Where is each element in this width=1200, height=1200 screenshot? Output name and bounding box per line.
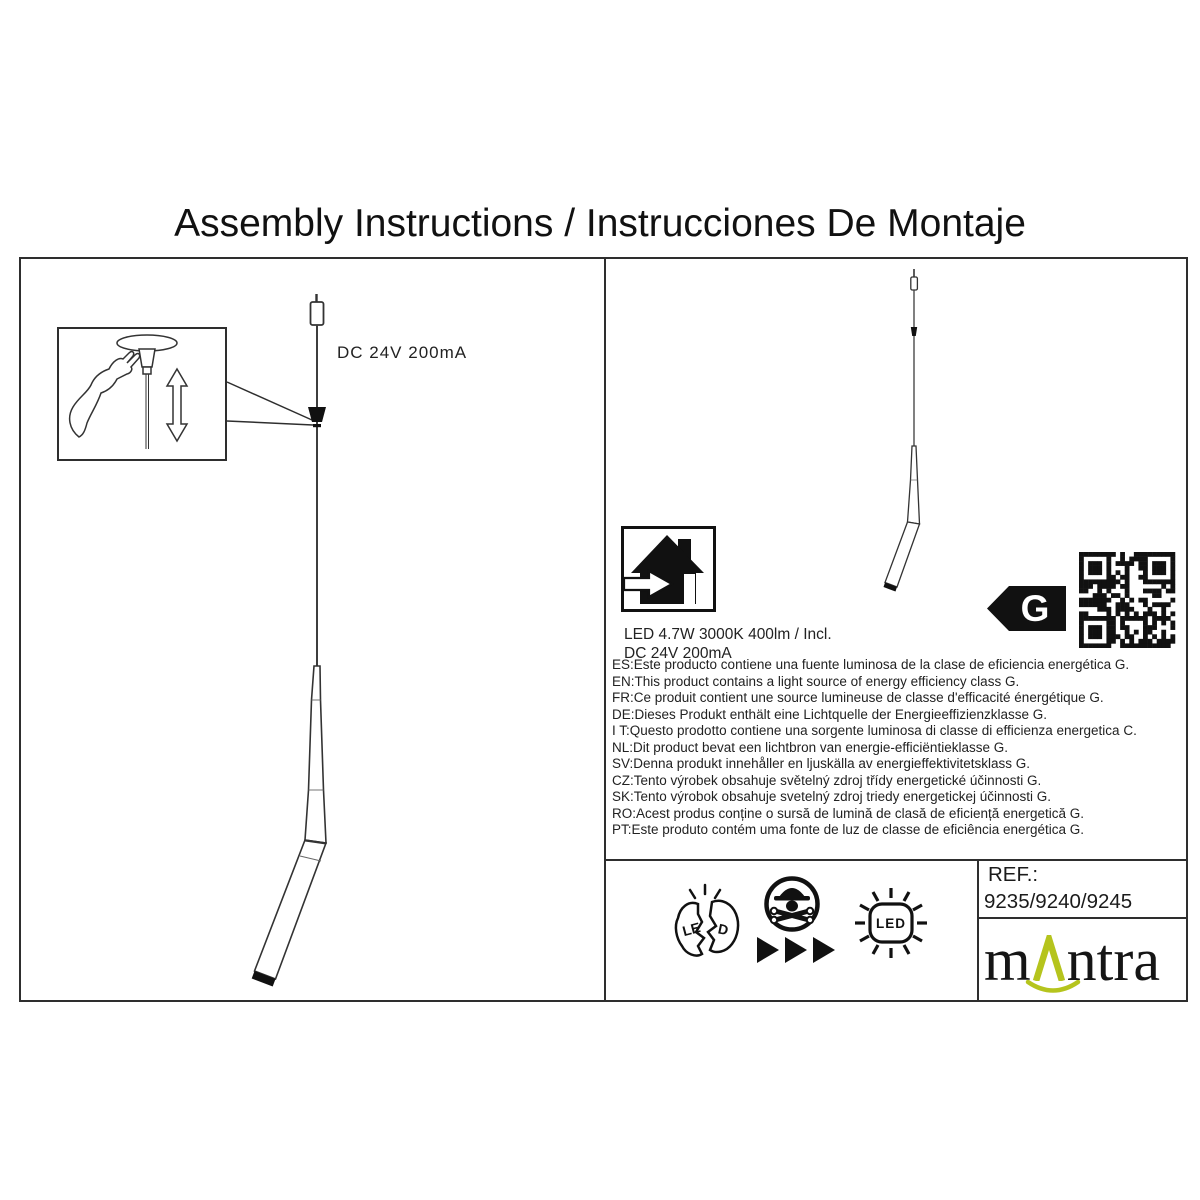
energy-language-line: I T:Questo prodotto contiene una sorgente luminosa di classe di efficienza energetica C.	[612, 723, 1137, 739]
ref-block	[984, 861, 1133, 915]
ref-label: REF.:	[988, 863, 1039, 886]
height-adjust-inset	[57, 327, 227, 461]
brand-suffix: ntra	[1066, 927, 1160, 993]
svg-text:LED: LED	[876, 916, 906, 931]
up-down-arrow-icon	[167, 369, 187, 441]
lamp-tube-lower	[255, 840, 327, 979]
energy-language-line: FR:Ce produit contient une source lumineuse de classe d'efficacité énergétique G.	[612, 690, 1104, 706]
callout-pointer	[227, 382, 313, 425]
mantra-logo	[984, 918, 1184, 1000]
energy-statements	[612, 657, 1187, 839]
pendant-lamp-small	[884, 269, 920, 592]
indoor-use-icon	[621, 526, 716, 612]
energy-language-line: SV:Denna produkt innehåller en ljuskälla av energieffektivitetsklass G.	[612, 756, 1030, 772]
broken-led-icon	[668, 882, 744, 966]
energy-class-arrow-icon	[986, 585, 1068, 633]
dc-spec-label: DC 24V 200mA	[337, 343, 468, 362]
energy-class-letter: G	[1020, 588, 1050, 629]
brand-caret-icon	[1032, 935, 1066, 981]
technician-icon	[760, 874, 824, 938]
height-adjust-icon	[59, 329, 225, 459]
lamp-tube-upper	[305, 666, 326, 843]
power-plug	[311, 302, 324, 325]
page-title: Assembly Instructions / Instrucciones De Montaje	[174, 202, 1026, 245]
hand-icon	[70, 352, 140, 437]
energy-language-line: NL:Dit product bevat een lichtbron van energie-efficiëntieklasse G.	[612, 739, 1008, 755]
ref-numbers: 9235/9240/9245	[984, 890, 1133, 913]
energy-language-line: CZ:Tento výrobek obsahuje světelný zdroj třídy energetické účinnosti G.	[612, 772, 1042, 788]
brand-prefix: m	[984, 927, 1031, 993]
qr-code	[1078, 552, 1176, 648]
energy-language-line: PT:Este produto contém uma fonte de luz de classe de eficiência energética G.	[612, 822, 1085, 838]
energy-language-line: RO:Acest produs conține o sursă de lumină de clasă de eficiență energetică G.	[612, 805, 1085, 821]
brand-arc-icon	[1025, 980, 1081, 998]
led-source-icon	[846, 881, 934, 965]
energy-language-line: SK:Tento výrobok obsahuje svetelný zdroj triedy energetickej účinnosti G.	[612, 789, 1051, 805]
sequence-arrows-icon	[757, 936, 841, 964]
led-spec-line: LED 4.7W 3000K 400lm / Incl.	[624, 626, 832, 643]
energy-language-line: EN:This product contains a light source of energy efficiency class G.	[612, 673, 1020, 689]
svg-text:D: D	[716, 920, 730, 939]
power-spec-line: DC 24V 200mA	[624, 645, 732, 662]
inset-cable	[146, 374, 149, 449]
energy-language-line: ES:Este producto contiene una fuente luminosa de la clase de eficiencia energética G.	[612, 657, 1130, 672]
svg-text:LE: LE	[680, 919, 703, 940]
energy-language-line: DE:Dieses Produkt enthält eine Lichtquelle der Energieeffizienzklasse G.	[612, 706, 1047, 722]
